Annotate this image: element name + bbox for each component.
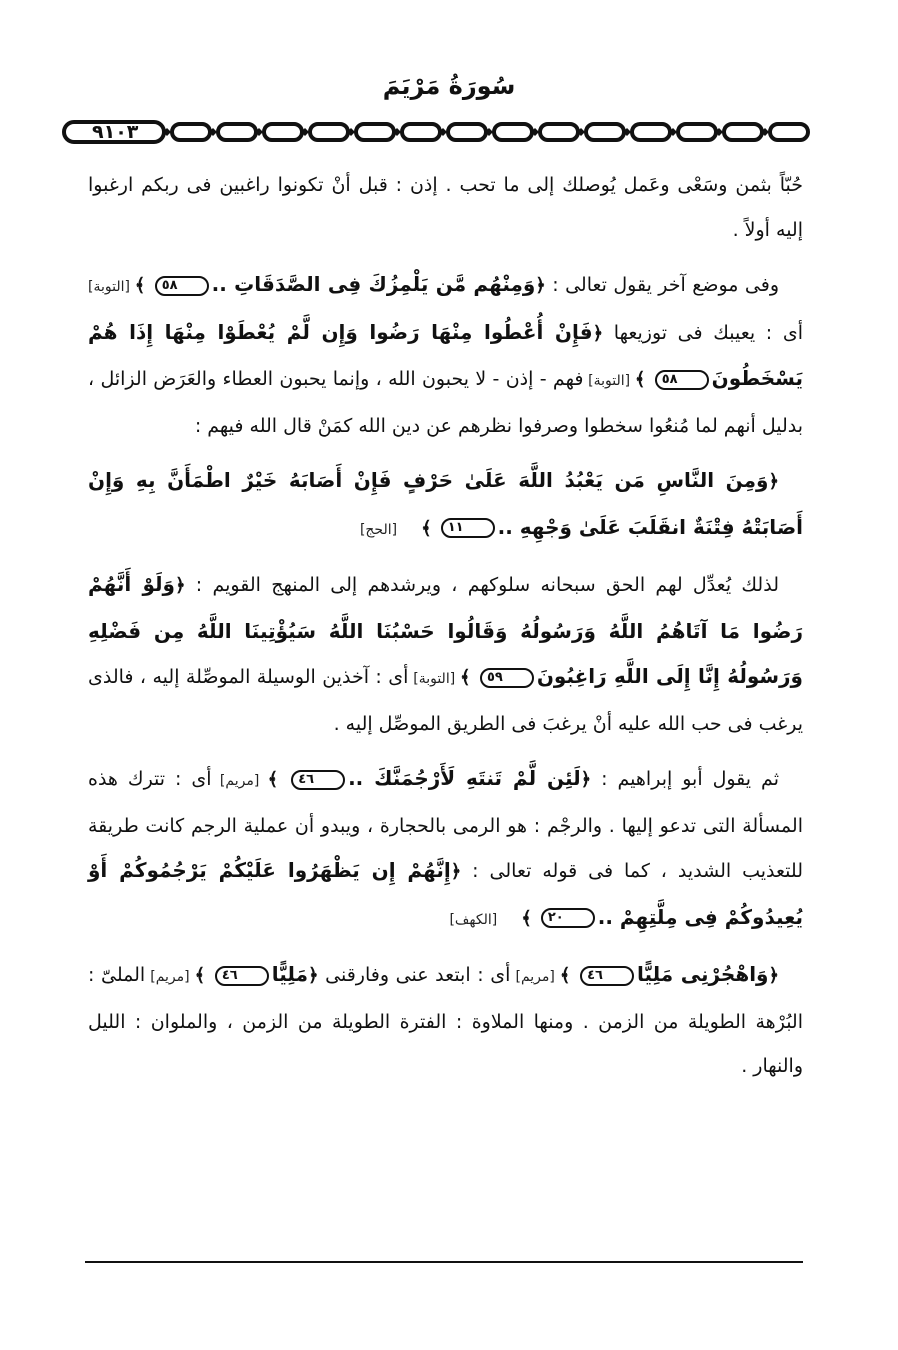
surah-reference: [التوبة] <box>88 279 135 295</box>
surah-reference: [التوبة] <box>408 671 460 687</box>
ayah-number: ٤٦ <box>215 966 269 986</box>
ayah-number: ٤٦ <box>580 966 634 986</box>
commentary-text: فهم - إذن - لا يحبون الله ، وإنما يحبون العطاء والعَرَض الزائل ، بدليل أنهم لما مُنعُوا سخطوا وصرفوا نظرهم عن دين الله كمَنْ قال الله فيهم : <box>88 368 803 437</box>
chain-ornament <box>62 118 832 146</box>
verse-bracket: ﴿ <box>307 965 319 986</box>
verse-bracket: ﴿ <box>768 471 779 492</box>
verse-bracket: ﴾ <box>194 965 206 986</box>
ornament-link <box>724 124 762 140</box>
surah-title: سُورَةُ مَرْيَمَ <box>382 72 516 100</box>
ornament-link <box>448 124 486 140</box>
surah-reference: [مريم] <box>211 773 268 789</box>
header-ornament-border <box>62 118 832 146</box>
paragraph-p5 <box>88 756 803 942</box>
ornament-link <box>402 124 440 140</box>
body-text <box>88 163 803 1099</box>
verse-bracket: ﴾ <box>559 965 571 986</box>
paragraph-p4 <box>88 562 803 746</box>
commentary-text: حُبّاً بثمن وسَعْى وعَمل يُوصلك إلى ما تحب . إذن : قبل أنْ تكونوا راغبين فى ربكم ارغبوا إليه أولاً . <box>88 174 803 241</box>
verse-bracket: ﴾ <box>634 369 646 390</box>
paragraph-p1 <box>88 163 803 252</box>
verse-bracket: ﴾ <box>521 907 532 929</box>
surah-reference: [الحج] <box>359 521 398 538</box>
ayah-number: ٤٦ <box>291 770 345 790</box>
ornament-link <box>494 124 532 140</box>
commentary-text: وفى موضع آخر يقول تعالى : <box>545 274 779 296</box>
paragraph-p6 <box>88 952 803 1089</box>
ornament-link <box>310 124 348 140</box>
ayah-number: ٥٨ <box>155 276 209 296</box>
ornament-link <box>218 124 256 140</box>
surah-reference: [التوبة] <box>583 373 635 389</box>
verse-bracket: ﴾ <box>421 517 432 539</box>
verse-bracket: ﴿ <box>174 575 186 596</box>
quran-verse: فَإِنْ أُعْطُوا مِنْهَا رَضُوا وَإِن لَّمْ يُعْطَوْا مِنْهَا إِذَا هُمْ يَسْخَطُونَ <box>88 319 803 390</box>
verse-bracket: ﴿ <box>580 769 592 790</box>
quran-verse: لَئِن لَّمْ تَنتَهِ لَأَرْجُمَنَّكَ .. <box>348 766 581 790</box>
ayah-number: ٥٩ <box>480 668 534 688</box>
quran-verse: وَلَوْ أَنَّهُمْ رَضُوا مَا آتَاهُمُ اللَّهُ وَرَسُولُهُ وَقَالُوا حَسْبُنَا اللَّهُ سَيُؤْتِينَا اللَّهُ مِن فَضْلِهِ وَرَسُولُهُ إِنَّا إِلَى اللَّهِ رَاغِبُونَ <box>88 572 803 688</box>
quran-verse: إِنَّهُمْ إِن يَظْهَرُوا عَلَيْكُمْ يَرْجُمُوكُمْ أَوْ يُعِيدُوكُمْ فِى مِلَّتِهِمْ .. <box>88 858 803 929</box>
commentary-text: الملىّ : البُرْهة الطويلة من الزمن . ومنها الملاوة : الفترة الطويلة من الزمن ، والملوان : الليل والنهار . <box>88 964 803 1077</box>
paragraph-p2 <box>88 262 803 448</box>
ornament-link <box>678 124 716 140</box>
page-number: ٩١٠٣ <box>92 121 139 143</box>
verse-bracket: ﴾ <box>134 275 146 296</box>
commentary-text: أى : ابتعد عنى وفارقنى <box>318 964 511 986</box>
ayah-number: ٥٨ <box>655 370 709 390</box>
surah-reference: [الكهف] <box>449 911 498 928</box>
ornament-link <box>540 124 578 140</box>
verse-bracket: ﴾ <box>267 769 279 790</box>
ayah-number: ١١ <box>441 518 495 538</box>
ornament-link <box>356 124 394 140</box>
verse-bracket: ﴾ <box>460 667 471 688</box>
ornament-link <box>770 124 808 140</box>
verse-bracket: ﴿ <box>535 275 546 296</box>
footer-divider <box>85 1261 803 1263</box>
commentary-text: ثم يقول أبو إبراهيم : <box>591 768 779 790</box>
ornament-link <box>632 124 670 140</box>
commentary-text: أى : يعيبك فى توزيعها <box>603 321 803 344</box>
quran-verse: وَمِنْهُم مَّن يَلْمِزُكَ فِى الصَّدَقَاتِ .. <box>211 272 536 296</box>
verse-bracket: ﴿ <box>592 322 604 344</box>
surah-reference: [مريم] <box>510 969 560 985</box>
verse-bracket: ﴿ <box>450 861 462 882</box>
ornament-link <box>586 124 624 140</box>
ornament-link <box>264 124 302 140</box>
quran-verse: وَاهْجُرْنِى مَلِيًّا <box>636 962 769 986</box>
verse-bracket: ﴿ <box>768 965 780 986</box>
commentary-text: أى : تترك هذه المسألة التى تدعو إليها . والرجْم : هو الرمى بالحجارة ، ويبدو أن عملية الرجم كانت طريقة للتعذيب الشديد ، كما فى قوله تعالى : <box>88 768 803 882</box>
commentary-text: لذلك يُعدِّل لهم الحق سبحانه سلوكهم ، ويرشدهم إلى المنهج القويم : <box>185 574 779 596</box>
quran-verse: مَلِيًّا <box>271 962 308 986</box>
quran-verse: وَمِنَ النَّاسِ مَن يَعْبُدُ اللَّهَ عَلَىٰ حَرْفٍ فَإِنْ أَصَابَهُ خَيْرٌ اطْمَأَنَّ بِهِ وَإِنْ أَصَابَتْهُ فِتْنَةٌ انقَلَبَ عَلَىٰ وَجْهِهِ .. <box>88 468 803 539</box>
ornament-link <box>172 124 210 140</box>
paragraph-p3 <box>88 458 803 552</box>
surah-reference: [مريم] <box>145 969 195 985</box>
commentary-text: أى : آخذين الوسيلة الموصِّلة إليه ، فالذى يرغب فى حب الله عليه أنْ يرغبَ فى الطريق الموصِّل إليه . <box>88 666 803 735</box>
ayah-number: ٢٠ <box>541 908 595 928</box>
